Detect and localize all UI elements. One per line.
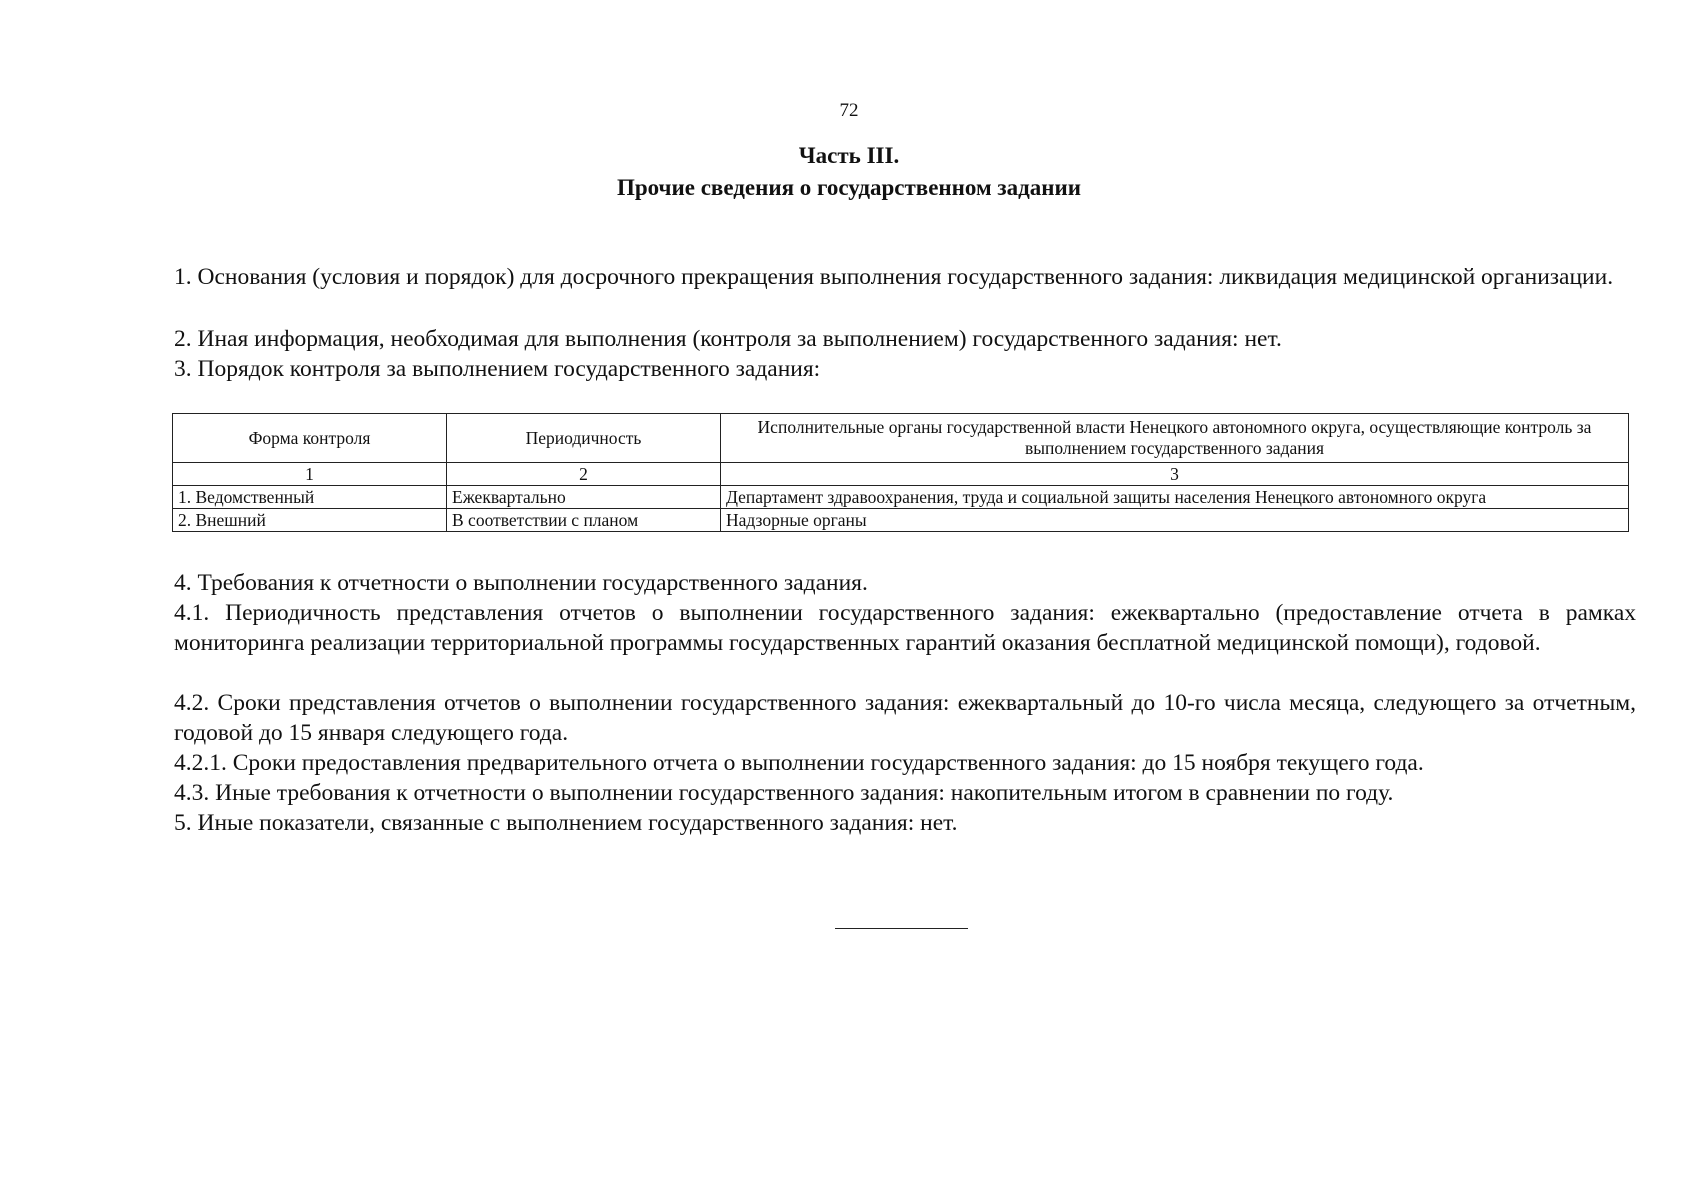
table-cell: В соответствии с планом xyxy=(447,509,721,532)
header-control-form: Форма контроля xyxy=(173,414,447,463)
column-number: 2 xyxy=(447,463,721,486)
control-table xyxy=(172,413,1629,532)
page-number: 72 xyxy=(839,100,859,121)
table-cell: Надзорные органы xyxy=(721,509,1629,532)
table-cell: Департамент здравоохранения, труда и социальной защиты населения Ненецкого автономного округа xyxy=(721,486,1629,509)
paragraph-other-indicators: 5. Иные показатели, связанные с выполнением государственного задания: нет. xyxy=(174,810,958,836)
paragraph-reporting-deadlines: 4.2. Сроки представления отчетов о выполнении государственного задания: ежеквартальный до 10-го числа месяца, следующего за отчетным, годовой до 15 января следующего года. xyxy=(174,690,1636,746)
table-column-numbers-row xyxy=(173,463,1629,486)
table-cell: Ежеквартально xyxy=(447,486,721,509)
header-periodicity: Периодичность xyxy=(447,414,721,463)
paragraph-reporting-requirements: 4. Требования к отчетности о выполнении государственного задания. xyxy=(174,570,868,596)
column-number: 1 xyxy=(173,463,447,486)
paragraph-other-reporting-requirements: 4.3. Иные требования к отчетности о выполнении государственного задания: накопительным итогом в сравнении по году. xyxy=(174,780,1394,806)
part-heading: Часть III. xyxy=(798,143,900,168)
table-header-row xyxy=(173,414,1629,463)
paragraph-reporting-periodicity: 4.1. Периодичность представления отчетов о выполнении государственного задания: ежеквартально (предоставление отчета в рамках мониторинга реализации территориальной программы государственных гарантий оказания бесплатной медицинской помощи), годовой. xyxy=(174,600,1636,656)
paragraph-preliminary-report-deadline: 4.2.1. Сроки предоставления предварительного отчета о выполнении государственного задания: до 15 ноября текущего года. xyxy=(174,750,1424,776)
table-cell: 2. Внешний xyxy=(173,509,447,532)
header-authorities: Исполнительные органы государственной власти Ненецкого автономного округа, осуществляющие контроль за выполнением государственного задания xyxy=(721,414,1629,463)
column-number: 3 xyxy=(721,463,1629,486)
table-row xyxy=(173,486,1629,509)
table-row xyxy=(173,509,1629,532)
end-divider xyxy=(835,928,968,929)
paragraph-other-info: 2. Иная информация, необходимая для выполнения (контроля за выполнением) государственного задания: нет. xyxy=(174,326,1282,352)
paragraph-termination-grounds: 1. Основания (условия и порядок) для досрочного прекращения выполнения государственного задания: ликвидация медицинской организации. xyxy=(174,264,1614,290)
table-cell: 1. Ведомственный xyxy=(173,486,447,509)
section-title: Прочие сведения о государственном задании xyxy=(616,175,1082,200)
paragraph-control-procedure: 3. Порядок контроля за выполнением государственного задания: xyxy=(174,356,821,382)
